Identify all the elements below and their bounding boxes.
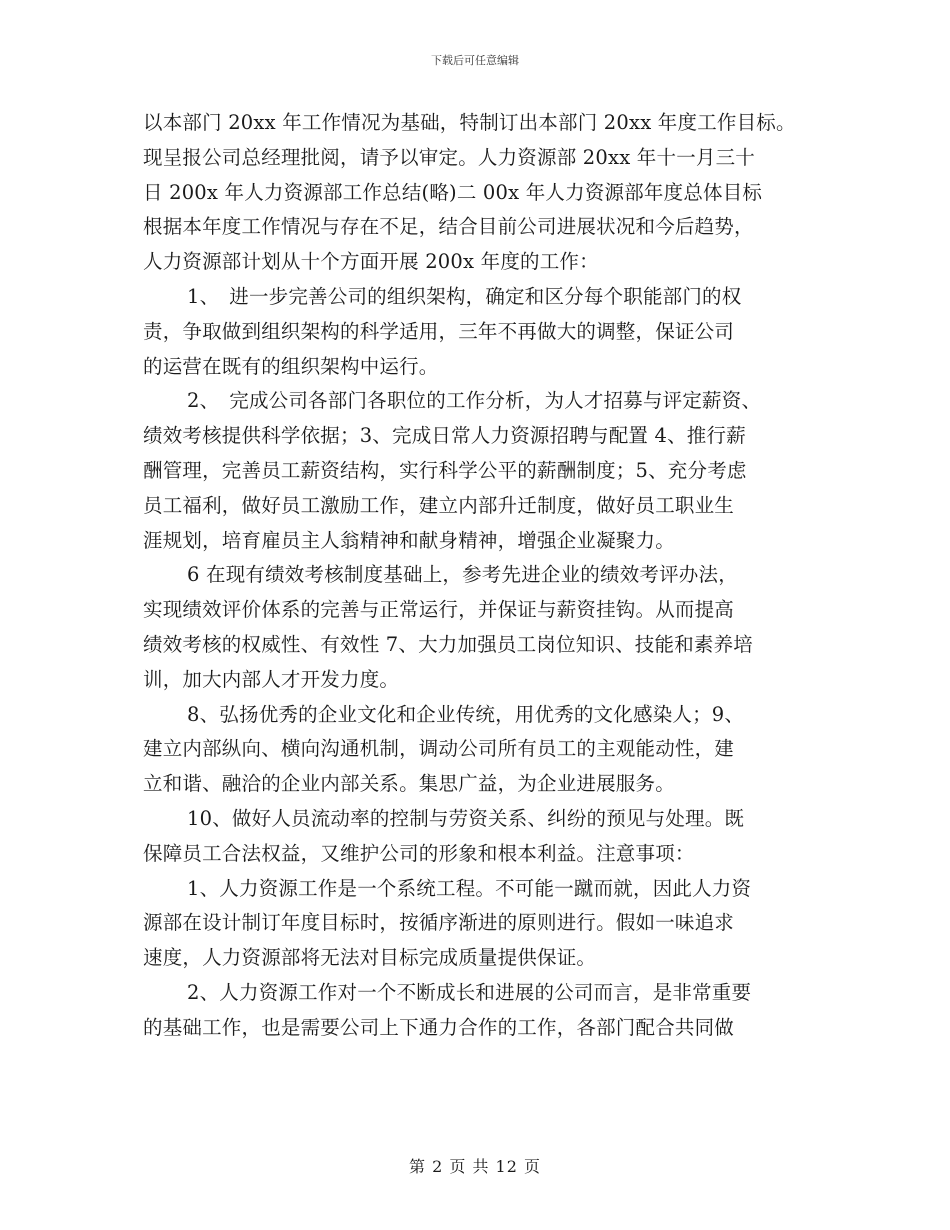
body-text-line: 绩效考核提供科学依据；3、完成日常人力资源招聘与配置 4、推行薪 bbox=[143, 424, 746, 448]
body-text-line: 日 200x 年人力资源部工作总结(略)二 00x 年人力资源部年度总体目标 bbox=[143, 180, 763, 204]
body-text-line: 绩效考核的权威性、有效性 7、大力加强员工岗位知识、技能和素养培 bbox=[143, 632, 754, 656]
body-text-line: 立和谐、融洽的企业内部关系。集思广益，为企业进展服务。 bbox=[143, 772, 675, 796]
body-text-line: 1、 进一步完善公司的组织架构，确定和区分每个职能部门的权 bbox=[187, 284, 742, 308]
body-text-line: 建立内部纵向、横向沟通机制，调动公司所有员工的主观能动性，建 bbox=[143, 737, 735, 761]
body-text-line: 6 在现有绩效考核制度基础上，参考先进企业的绩效考评办法， bbox=[187, 563, 738, 587]
body-text-line: 1、人力资源工作是一个系统工程。不可能一蹴而就，因此人力资 bbox=[187, 876, 752, 900]
body-text-line: 实现绩效评价体系的完善与正常运行，并保证与薪资挂钩。从而提高 bbox=[143, 598, 735, 622]
body-text-line: 源部在设计制订年度目标时，按循序渐进的原则进行。假如一味追求 bbox=[143, 911, 735, 935]
body-text-line: 以本部门 20xx 年工作情况为基础，特制订出本部门 20xx 年度工作目标。 bbox=[143, 111, 796, 134]
document-body bbox=[143, 106, 823, 1046]
body-text-line: 的基础工作，也是需要公司上下通力合作的工作，各部门配合共同做 bbox=[143, 1015, 735, 1039]
page-header-note: 下载后可任意编辑 bbox=[431, 54, 519, 67]
body-text-line: 现呈报公司总经理批阅，请予以审定。人力资源部 20xx 年十一月三十 bbox=[143, 145, 756, 169]
body-text-line: 保障员工合法权益，又维护公司的形象和根本利益。注意事项： bbox=[143, 841, 695, 865]
body-text-line: 2、 完成公司各部门各职位的工作分析，为人才招募与评定薪资、 bbox=[187, 389, 762, 413]
body-text-line: 的运营在既有的组织架构中运行。 bbox=[143, 354, 439, 378]
body-text-line: 训，加大内部人才开发力度。 bbox=[143, 667, 400, 691]
body-text-line: 员工福利，做好员工激励工作，建立内部升迁制度，做好员工职业生 bbox=[143, 493, 735, 517]
page-number-footer: 第 2 页 共 12 页 bbox=[409, 1157, 541, 1176]
body-text-line: 10、做好人员流动率的控制与劳资关系、纠纷的预见与处理。既 bbox=[187, 806, 745, 830]
body-text-line: 涯规划，培育雇员主人翁精神和献身精神，增强企业凝聚力。 bbox=[143, 528, 675, 552]
body-text-line: 责，争取做到组织架构的科学适用，三年不再做大的调整，保证公司 bbox=[143, 319, 735, 343]
body-text-line: 酬管理，完善员工薪资结构，实行科学公平的薪酬制度；5、充分考虑 bbox=[143, 458, 747, 482]
body-text-line: 2、人力资源工作对一个不断成长和进展的公司而言，是非常重要 bbox=[187, 980, 752, 1004]
body-text-line: 8、弘扬优秀的企业文化和企业传统，用优秀的文化感染人；9、 bbox=[187, 702, 745, 726]
body-text-line: 人力资源部计划从十个方面开展 200x 年度的工作： bbox=[143, 250, 599, 274]
body-text-line: 速度，人力资源部将无法对目标完成质量提供保证。 bbox=[143, 946, 597, 970]
body-text-line: 根据本年度工作情况与存在不足，结合目前公司进展状况和今后趋势， bbox=[143, 215, 754, 239]
